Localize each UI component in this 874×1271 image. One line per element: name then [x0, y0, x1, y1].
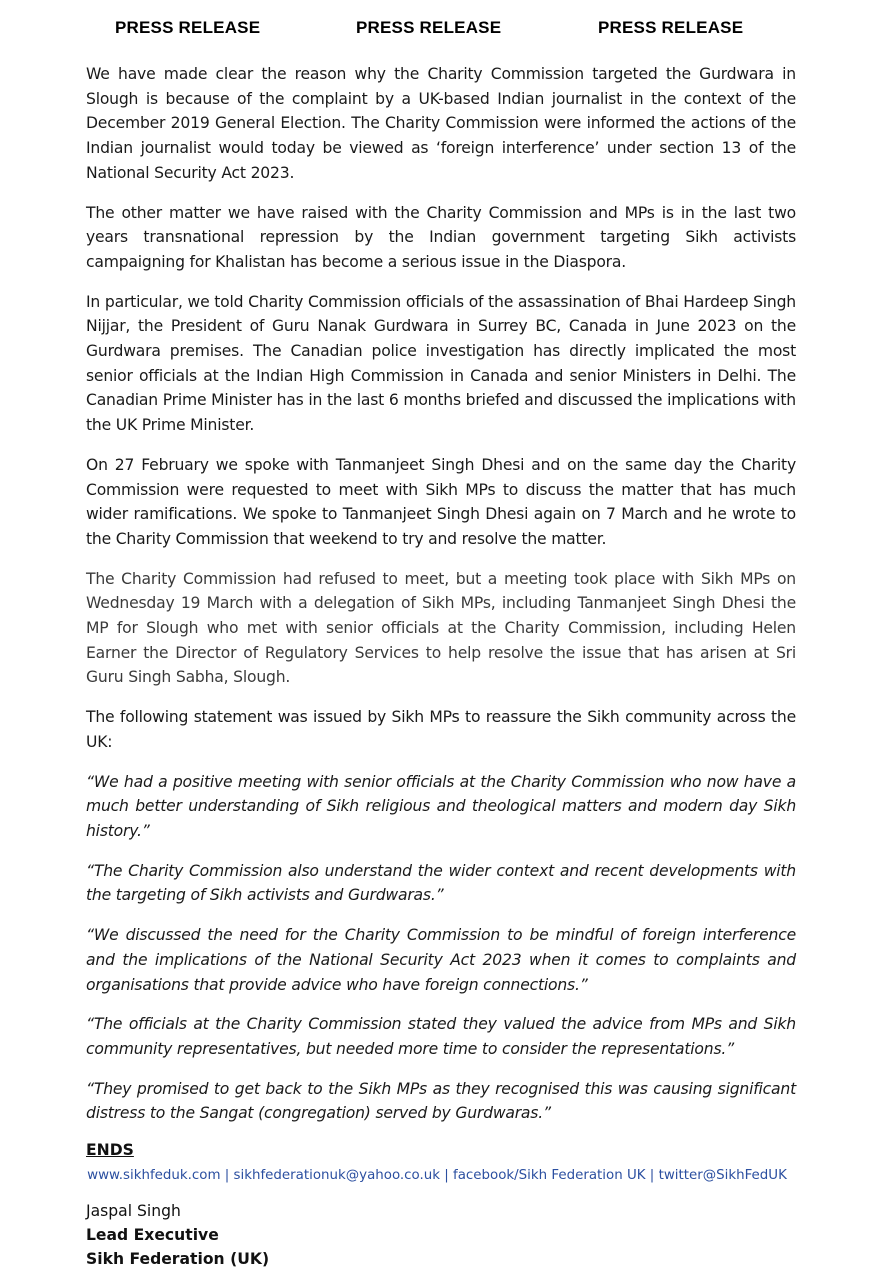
- signatory-title: Lead Executive: [86, 1226, 219, 1245]
- press-release-header: [0, 18, 874, 44]
- contact-footer: www.sikhfeduk.com | sikhfederationuk@yahoo.co.uk | facebook/Sikh Federation UK | twitter@SikhFedUK: [87, 1168, 787, 1183]
- paragraph-dhesi-contact: On 27 February we spoke with Tanmanjeet Singh Dhesi and on the same day the Charity Commission were requested to meet with Sikh MPs to discuss the matter that has much wider ramifications. We spoke to Tanmanjeet Singh Dhesi again on 7 March and he wrote to the Charity Commission that weekend to try and resolve the matter.: [86, 455, 796, 548]
- quote-positive-meeting: “We had a positive meeting with senior officials at the Charity Commission who now have a much better understanding of Sikh religious and theological matters and modern day Sikh history.”: [86, 772, 796, 840]
- paragraph-transnational-repression: The other matter we have raised with the Charity Commission and MPs is in the last two years transnational repression by the Indian government targeting Sikh activists campaigning for Khalistan has become a serious issue in the Diaspora.: [86, 203, 796, 271]
- paragraph-meeting-took-place: The Charity Commission had refused to meet, but a meeting took place with Sikh MPs on Wednesday 19 March with a delegation of Sikh MPs, including Tanmanjeet Singh Dhesi the MP for Slough who met with senior officials at the Charity Commission, including Helen Earner the Director of Regulatory Services to help resolve the issue that has arisen at Sri Guru Singh Sabha, Slough.: [86, 569, 796, 687]
- paragraph-nijjar-assassination: In particular, we told Charity Commission officials of the assassination of Bhai Hardeep Singh Nijjar, the President of Guru Nanak Gurdwara in Surrey BC, Canada in June 2023 on the Gurdwara premises. The Canadian police investigation has directly implicated the most senior officials at the Indian High Commission in Canada and senior Ministers in Delhi. The Canadian Prime Minister has in the last 6 months briefed and discussed the implications with the UK Prime Minister.: [86, 292, 796, 435]
- quote-more-time: “The officials at the Charity Commission stated they valued the advice from MPs and Sikh community representatives, but needed more time to consider the representations.”: [86, 1015, 796, 1058]
- paragraph-charity-commission-reason: We have made clear the reason why the Charity Commission targeted the Gurdwara in Slough is because of the complaint by a UK-based Indian journalist in the context of the December 2019 General Election. The Charity Commission were informed the actions of the Indian journalist would today be viewed as ‘foreign interference’ under section 13 of the National Security Act 2023.: [86, 65, 796, 182]
- quote-get-back: “They promised to get back to the Sikh MPs as they recognised this was causing significant distress to the Sangat (congregation) served by Gurdwaras.”: [86, 1079, 796, 1123]
- paragraph-statement-intro: The following statement was issued by Sikh MPs to reassure the Sikh community across the UK:: [86, 708, 796, 751]
- header-right-label: PRESS RELEASE: [598, 18, 744, 37]
- quote-wider-context: “The Charity Commission also understand the wider context and recent developments with the targeting of Sikh activists and Gurdwaras.”: [86, 861, 796, 905]
- quote-foreign-interference: “We discussed the need for the Charity Commission to be mindful of foreign interference and the implications of the National Security Act 2023 when it comes to complaints and organisations that provide advice who have foreign connections.”: [86, 926, 796, 994]
- signatory-name: Jaspal Singh: [86, 1202, 181, 1221]
- signature-block: [86, 1199, 796, 1271]
- press-release-body: [86, 62, 796, 1271]
- ends-marker: ENDS: [86, 1141, 134, 1160]
- signatory-organisation: Sikh Federation (UK): [86, 1250, 270, 1269]
- header-left-label: PRESS RELEASE: [115, 18, 261, 37]
- header-center-label: PRESS RELEASE: [356, 18, 502, 37]
